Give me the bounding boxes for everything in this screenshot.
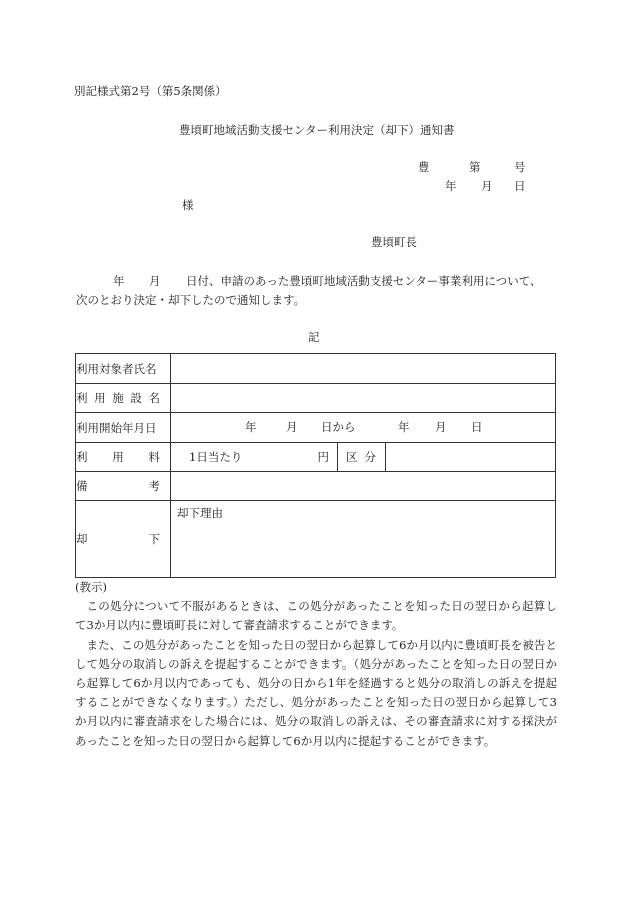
user-name-field [171, 354, 556, 384]
remarks-field [171, 472, 556, 501]
category-label [346, 449, 376, 465]
application-table [75, 353, 556, 578]
fee-subrow [171, 443, 555, 471]
fee-label-char: 料 [148, 450, 160, 464]
facility-field [171, 384, 556, 413]
remarks-label-char: 考 [148, 479, 160, 493]
intro-year: 年 [113, 274, 125, 288]
table-row [76, 413, 556, 443]
issuer-name: 豊頃町長 [371, 235, 417, 249]
intro-line-2: 次のとおり決定・却下したので通知します。 [76, 293, 306, 307]
facility-label-char: 設 [130, 391, 142, 405]
category-field [386, 443, 555, 471]
category-label-char: 分 [364, 450, 376, 464]
date-year: 年 [445, 179, 457, 193]
start-month: 月 [286, 420, 298, 434]
fee-per-day-label: 1日当たり [189, 450, 243, 464]
end-day: 日 [471, 420, 483, 434]
notice-paragraph-1: この処分について不服があるときは、この処分があったことを知った日の翌日から起算して3か月以内に豊頃町長に対して審査請求することができます。 [75, 599, 557, 633]
start-date-label: 利用開始年月日 [76, 413, 171, 443]
facility-label [76, 390, 170, 406]
category-label-char: 区 [346, 450, 358, 464]
fee-per-day-cell [171, 443, 338, 471]
table-row [76, 472, 556, 501]
document-title: 豊頃町地域活動支援センター利用決定（却下）通知書 [179, 123, 455, 137]
start-day-from: 日から [321, 420, 356, 434]
rejection-label-cell [76, 501, 171, 578]
end-month: 月 [435, 420, 447, 434]
remarks-label-char: 備 [76, 479, 88, 493]
start-year: 年 [245, 420, 257, 434]
table-row [76, 501, 556, 578]
user-name-label: 利用対象者氏名 [76, 354, 171, 384]
notice-paragraph-2: また、この処分があったことを知った日の翌日から起算して6か月以内に豊頃町長を被告として処分の取消しの訴えを提起することができます。（処分があったことを知った日の翌日から起算して6か月以内であっても、処分の日から1年を経過すると処分の取消しの訴えを提起することができなくなります。）ただし、処分があったことを知った日の翌日から起算して3か月以内に審査請求をした場合には、処分の取消しの訴えは、その審査請求に対する採決があったことを知った日の翌日から起算して6か月以内に提起することができます。 [75, 637, 557, 748]
table-row [76, 443, 556, 472]
form-number: 別記様式第2号（第5条関係） [74, 84, 227, 98]
facility-label-char: 名 [148, 391, 160, 405]
notice-section [75, 578, 557, 751]
fee-label-char: 用 [112, 450, 124, 464]
doc-number-dai: 第 [469, 160, 481, 174]
doc-number-prefix: 豊 [418, 160, 430, 174]
doc-number-go: 号 [514, 160, 526, 174]
fee-label-cell [76, 443, 171, 472]
facility-label-char: 用 [94, 391, 106, 405]
intro-month: 月 [149, 274, 161, 288]
fee-field [171, 443, 556, 472]
fee-unit: 円 [317, 450, 329, 464]
rejection-reason-label: 却下理由 [177, 506, 223, 520]
intro-line-1: 日付、申請のあった豊頃町地域活動支援センター事業利用について、 [186, 274, 542, 288]
facility-label-char: 施 [112, 391, 124, 405]
fee-label [76, 449, 170, 465]
rejection-field [171, 501, 556, 578]
recipient-suffix: 様 [182, 198, 194, 212]
notice-heading: (教示) [75, 580, 107, 594]
start-date-field [171, 413, 556, 443]
remarks-label [76, 478, 170, 494]
remarks-label-cell [76, 472, 171, 501]
rejection-label-char: 下 [148, 532, 160, 546]
date-day: 日 [514, 179, 526, 193]
rejection-label [76, 531, 170, 547]
category-label-cell [338, 443, 386, 471]
facility-label-cell [76, 384, 171, 413]
table-row [76, 384, 556, 413]
date-month: 月 [481, 179, 493, 193]
rejection-label-char: 却 [76, 532, 88, 546]
fee-label-char: 利 [76, 450, 88, 464]
end-year: 年 [398, 420, 410, 434]
ki-heading: 記 [308, 330, 320, 344]
table-row [76, 354, 556, 384]
facility-label-char: 利 [76, 391, 88, 405]
